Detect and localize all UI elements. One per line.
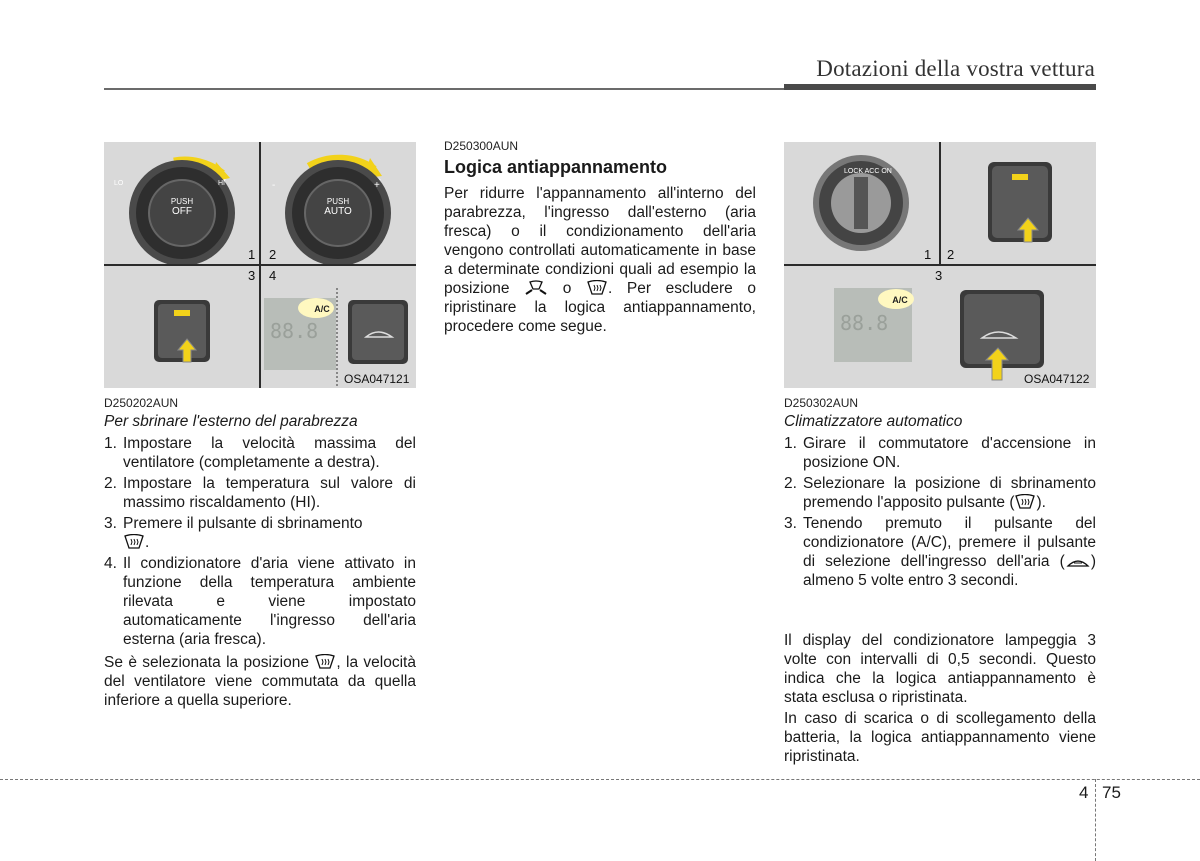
ac-label: A/C bbox=[892, 295, 908, 305]
section-heading: Logica antiappannamento bbox=[444, 157, 668, 177]
ac-display-illustration bbox=[264, 298, 336, 370]
paragraph-text: Se è selezionata la posizione bbox=[104, 654, 309, 671]
defrost-steps-list bbox=[104, 434, 416, 651]
header-rule bbox=[104, 88, 784, 90]
figure-divider bbox=[939, 142, 941, 264]
figure-number: 2 bbox=[947, 247, 955, 262]
footer-rule bbox=[0, 779, 1200, 780]
list-text-suffix: ) almeno 5 volte entro 3 secondi. bbox=[803, 553, 1096, 589]
list-text-with-icon bbox=[803, 474, 1096, 512]
paragraph-text: . Per escludere o ripristinare la logica antiappannamento, procedere come segue. bbox=[444, 280, 757, 335]
paragraph-text: Per ridurre l'appannamento all'interno del parabrezza, l'ingresso dall'esterno (aria fresca) o il condizionamento dell'aria vengono controllati automaticamente in base a determinate condizioni quali ad esempio la posizione bbox=[444, 185, 756, 297]
push-label: PUSH bbox=[326, 197, 350, 206]
front-defrost-icon bbox=[314, 654, 336, 670]
air-intake-button-illustration bbox=[348, 300, 408, 364]
figure-number: 3 bbox=[248, 268, 256, 283]
figure-number: 1 bbox=[248, 247, 256, 262]
defrost-controls-figure bbox=[104, 142, 416, 388]
list-text: Impostare la velocità massima del ventilatore (completamente a destra). bbox=[123, 435, 416, 471]
off-label: OFF bbox=[172, 206, 192, 217]
figure-number: 4 bbox=[269, 268, 277, 283]
air-intake-button-illustration bbox=[960, 290, 1044, 380]
chapter-number: 4 bbox=[1079, 783, 1089, 802]
figure-divider bbox=[784, 264, 1096, 266]
section-code: D250300AUN bbox=[444, 139, 519, 153]
paragraph-text: , la velocità del ventilatore viene commutata da quella inferiore a quella superiore. bbox=[104, 654, 416, 709]
automatic-climate-figure bbox=[784, 142, 1096, 388]
ignition-label: LOCK ACC ON bbox=[844, 168, 892, 175]
front-defrost-icon bbox=[1014, 494, 1036, 510]
list-number: 3. bbox=[784, 515, 797, 532]
minus-label: - bbox=[272, 180, 276, 191]
list-item bbox=[104, 554, 416, 649]
list-number: 1. bbox=[784, 435, 797, 452]
list-text-with-icon bbox=[803, 514, 1096, 590]
section-subheading: Per sbrinare l'esterno del parabrezza bbox=[104, 413, 358, 430]
figure-number: 2 bbox=[269, 247, 277, 262]
paragraph bbox=[104, 653, 416, 710]
figure-code: OSA047122 bbox=[1024, 372, 1090, 386]
paragraph bbox=[444, 184, 756, 336]
defrost-button-illustration bbox=[988, 162, 1052, 242]
list-number: 1. bbox=[104, 435, 117, 452]
figure-code: OSA047121 bbox=[344, 372, 410, 386]
list-item bbox=[784, 434, 1096, 472]
section-subheading: Climatizzatore automatico bbox=[784, 413, 963, 430]
list-text: Impostare la temperatura sul valore di massimo riscaldamento (HI). bbox=[123, 475, 416, 511]
figure-number: 3 bbox=[935, 268, 943, 283]
section-code: D250302AUN bbox=[784, 396, 859, 410]
floor-defrost-icon bbox=[524, 280, 548, 296]
paragraph-text: o bbox=[562, 280, 572, 297]
knob-push-auto bbox=[318, 197, 358, 217]
list-item bbox=[104, 474, 416, 512]
ac-label: A/C bbox=[314, 304, 330, 314]
svg-text:88.8: 88.8 bbox=[270, 319, 319, 343]
list-item bbox=[104, 514, 416, 552]
footer-divider bbox=[1095, 779, 1096, 861]
list-text: Il condizionatore d'aria viene attivato in funzione della temperatura ambiente rilevata e viene impostato automaticamente l'ingresso dell'aria esterna (aria fresca). bbox=[123, 555, 416, 648]
list-text-suffix: . bbox=[145, 534, 150, 551]
figure-divider bbox=[104, 264, 416, 266]
list-text-with-icon bbox=[123, 514, 416, 552]
defrost-button-illustration bbox=[154, 300, 210, 362]
list-number: 2. bbox=[104, 475, 117, 492]
list-number: 2. bbox=[784, 475, 797, 492]
plus-label: + bbox=[374, 180, 380, 191]
figure-number: 1 bbox=[924, 247, 932, 262]
list-item bbox=[104, 434, 416, 472]
section-code: D250202AUN bbox=[104, 396, 179, 410]
list-text: Girare il commutatore d'accensione in posizione ON. bbox=[803, 435, 1096, 471]
front-defrost-icon bbox=[123, 534, 145, 550]
list-number: 4. bbox=[104, 555, 117, 572]
list-item bbox=[784, 514, 1096, 590]
paragraph: In caso di scarica o di scollegamento della batteria, la logica antiappannamento viene ripristinata. bbox=[784, 710, 1096, 765]
air-intake-icon bbox=[1065, 555, 1091, 569]
page-number: 75 bbox=[1102, 783, 1121, 802]
ac-display-illustration bbox=[834, 288, 914, 362]
push-label: PUSH bbox=[170, 197, 194, 206]
auto-label: AUTO bbox=[324, 206, 352, 217]
svg-text:88.8: 88.8 bbox=[840, 311, 889, 335]
front-defrost-icon bbox=[586, 280, 608, 296]
hi-label: HI bbox=[218, 180, 225, 187]
lo-label: LO bbox=[114, 180, 124, 187]
page-header-title: Dotazioni della vostra vettura bbox=[816, 56, 1095, 81]
list-text-suffix: ). bbox=[1036, 494, 1046, 511]
list-text: Premere il pulsante di sbrinamento bbox=[123, 515, 363, 532]
automatic-climate-steps-list bbox=[784, 434, 1096, 592]
paragraph: Il display del condizionatore lampeggia 3 volte con intervalli di 0,5 secondi. Questo indica che la logica antiappannamento è stata esclusa o ripristinata. bbox=[784, 632, 1096, 706]
list-number: 3. bbox=[104, 515, 117, 532]
list-text: Tenendo premuto il pulsante del condizionatore (A/C), premere il pulsante di selezione dell'ingresso dell'aria ( bbox=[803, 515, 1096, 570]
list-item bbox=[784, 474, 1096, 512]
knob-push-off bbox=[162, 197, 202, 217]
header-rule-accent bbox=[784, 84, 1096, 90]
list-text: Selezionare la posizione di sbrinamento premendo l'apposito pulsante ( bbox=[803, 475, 1096, 511]
